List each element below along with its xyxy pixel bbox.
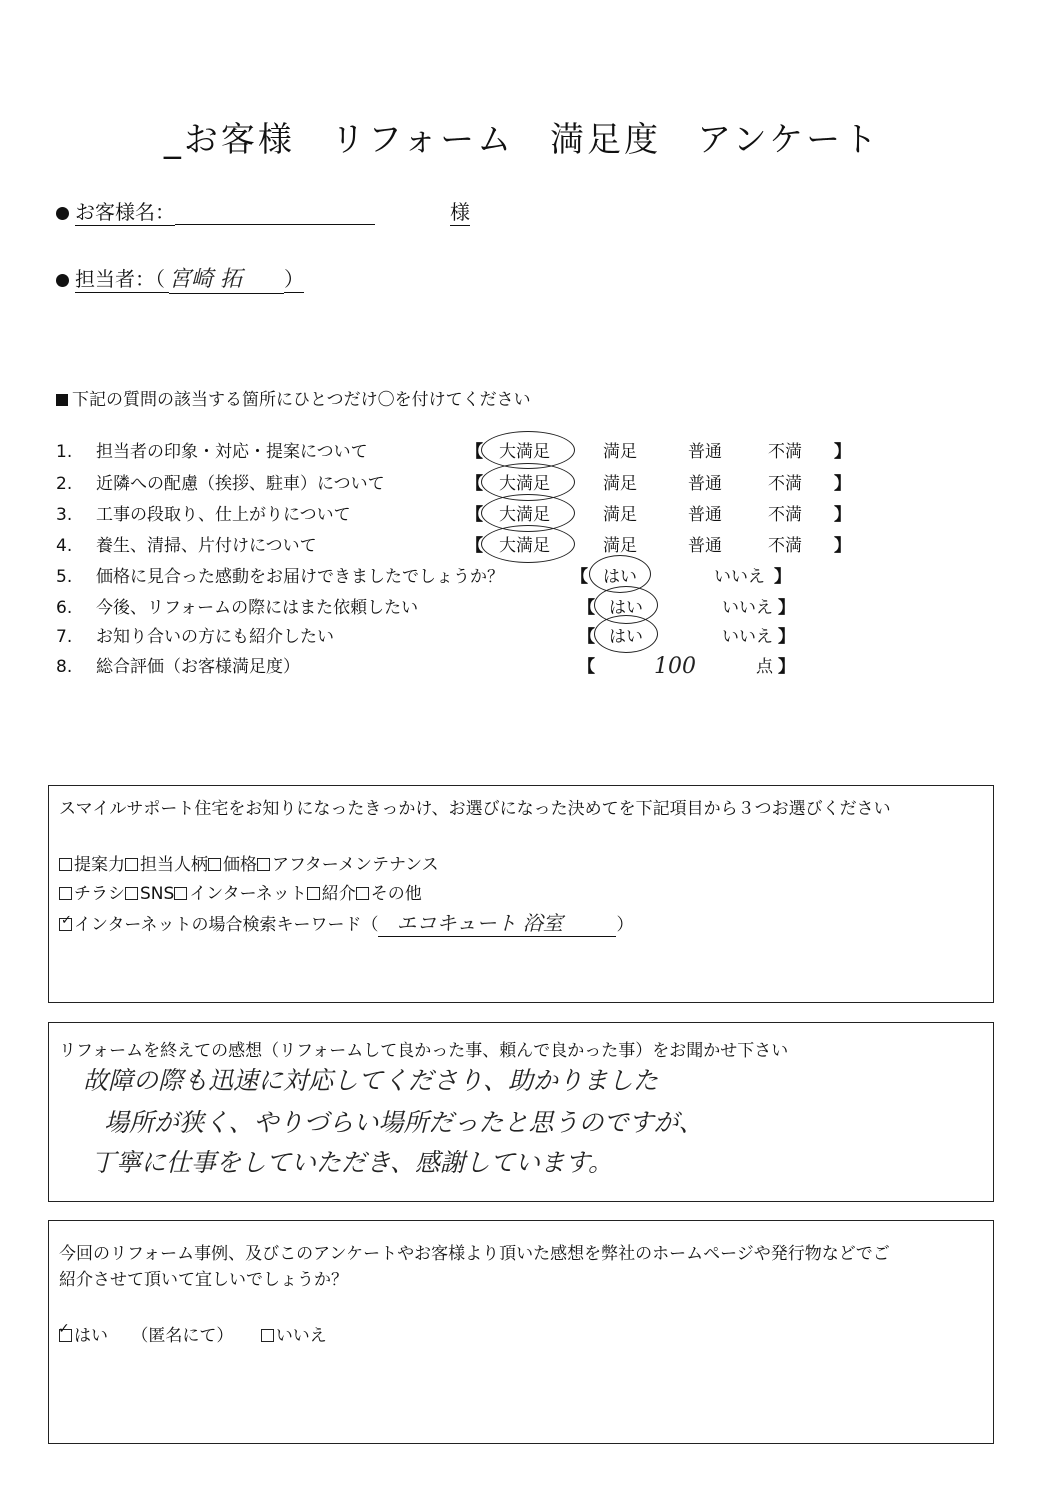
- question-row: [56, 562, 1016, 592]
- option-no[interactable]: いいえ: [722, 627, 773, 647]
- question-row: [56, 652, 1016, 682]
- page-title: [0, 112, 1044, 161]
- checkbox-icon[interactable]: [59, 887, 72, 900]
- bracket-open: 【: [466, 442, 483, 462]
- question-text: 今後、リフォームの際にはまた依頼したい: [96, 598, 419, 618]
- consent-question-1: 今回のリフォーム事例、及びこのアンケートやお客様より頂いた感想を弊社のホームページや発行物などでご: [59, 1244, 890, 1264]
- option-very-satisfied[interactable]: 大満足: [499, 505, 550, 525]
- question-text: 工事の段取り、仕上がりについて: [96, 505, 351, 525]
- option-dissatisfied[interactable]: 不満: [768, 536, 802, 556]
- question-number: 2.: [56, 474, 73, 494]
- consent-yes: はい: [74, 1326, 108, 1346]
- bracket-close: 】: [834, 536, 851, 556]
- question-row: [56, 593, 1016, 623]
- title-part: _お客様: [163, 120, 295, 160]
- choice-label: アフターメンテナンス: [272, 855, 439, 875]
- option-normal[interactable]: 普通: [688, 474, 722, 494]
- bullet-icon: [56, 274, 69, 287]
- question-number: 3.: [56, 505, 73, 525]
- discovery-row-3: [59, 907, 633, 937]
- bracket-open: 【: [578, 598, 595, 618]
- bracket-close: 】: [774, 567, 791, 587]
- question-row: [56, 622, 1016, 652]
- bracket-open: 【: [578, 657, 595, 677]
- bracket-close: 】: [834, 474, 851, 494]
- option-no[interactable]: いいえ: [722, 598, 773, 618]
- option-satisfied[interactable]: 満足: [603, 442, 637, 462]
- customer-name-label: お客様名：: [75, 196, 175, 226]
- option-very-satisfied[interactable]: 大満足: [499, 442, 550, 462]
- option-satisfied[interactable]: 満足: [603, 474, 637, 494]
- checkbox-icon[interactable]: [174, 887, 187, 900]
- staff-label: 担当者：（: [75, 263, 169, 293]
- bracket-open: 【: [578, 627, 595, 647]
- consent-options: [59, 1321, 327, 1346]
- checkbox-icon[interactable]: [261, 1329, 274, 1342]
- choice-label: SNS: [140, 884, 175, 904]
- question-row: [56, 531, 1016, 561]
- option-dissatisfied[interactable]: 不満: [768, 474, 802, 494]
- title-part: アンケート: [697, 120, 881, 160]
- title-part: リフォーム: [330, 120, 515, 160]
- question-number: 4.: [56, 536, 73, 556]
- bracket-open: 【: [466, 505, 483, 525]
- title-part: 満足度: [550, 120, 662, 160]
- option-dissatisfied[interactable]: 不満: [768, 505, 802, 525]
- checkbox-icon[interactable]: [208, 858, 221, 871]
- bracket-open: 【: [466, 474, 483, 494]
- customer-suffix: 様: [450, 196, 470, 226]
- choice-label: 価格: [223, 855, 257, 875]
- discovery-box: [48, 785, 994, 1003]
- question-number: 8.: [56, 657, 73, 677]
- option-normal[interactable]: 普通: [688, 442, 722, 462]
- checkbox-icon[interactable]: [59, 858, 72, 871]
- question-number: 7.: [56, 627, 73, 647]
- consent-question-2: 紹介させて頂いて宜しいでしょうか？: [59, 1270, 348, 1290]
- consent-box: [48, 1220, 994, 1444]
- checkbox-icon[interactable]: [125, 858, 138, 871]
- instruction-text: 下記の質問の該当する箇所にひとつだけ〇を付けてください: [72, 390, 531, 410]
- comment-line[interactable]: 場所が狭く、やりづらい場所だったと思うのですが、: [104, 1108, 704, 1137]
- question-text: 総合評価（お客様満足度）: [96, 657, 300, 677]
- choice-label: その他: [370, 884, 422, 904]
- choice-label: インターネット: [189, 884, 307, 904]
- bracket-close: 】: [834, 442, 851, 462]
- question-number: 6.: [56, 598, 73, 618]
- option-yes[interactable]: はい: [603, 567, 637, 587]
- option-normal[interactable]: 普通: [688, 536, 722, 556]
- bracket-close: 】: [778, 598, 795, 618]
- option-very-satisfied[interactable]: 大満足: [499, 474, 550, 494]
- bracket-close: 】: [834, 505, 851, 525]
- question-number: 1.: [56, 442, 73, 462]
- comment-line[interactable]: 故障の際も迅速に対応してくださり、助かりました: [83, 1066, 659, 1095]
- keyword-label: インターネットの場合検索キーワード（: [74, 915, 379, 935]
- checkbox-checked-icon[interactable]: ✓: [59, 1329, 72, 1342]
- checkbox-icon[interactable]: [257, 858, 270, 871]
- score-unit: 点: [756, 657, 773, 677]
- bullet-icon: [56, 207, 69, 220]
- option-satisfied[interactable]: 満足: [603, 505, 637, 525]
- checkbox-icon[interactable]: [125, 887, 138, 900]
- square-bullet-icon: [56, 394, 68, 406]
- question-number: 5.: [56, 567, 73, 587]
- discovery-heading: スマイルサポート住宅をお知りになったきっかけ、お選びになった決めてを下記項目から３つお選びください: [59, 799, 891, 819]
- question-text: 養生、清掃、片付けについて: [96, 536, 317, 556]
- choice-label: 担当人柄: [140, 855, 208, 875]
- option-yes[interactable]: はい: [609, 627, 643, 647]
- feedback-box: [48, 1022, 994, 1202]
- bracket-open: 【: [466, 536, 483, 556]
- question-text: お知り合いの方にも紹介したい: [96, 627, 334, 647]
- staff-name[interactable]: 宮崎 拓: [169, 262, 284, 294]
- customer-name-row: [56, 196, 470, 226]
- checkbox-icon[interactable]: [307, 887, 320, 900]
- option-dissatisfied[interactable]: 不満: [768, 442, 802, 462]
- discovery-row-1: [59, 850, 439, 875]
- feedback-heading: リフォームを終えての感想（リフォームして良かった事、頼んで良かった事）をお聞かせ下さい: [59, 1041, 789, 1061]
- discovery-row-2: [59, 879, 422, 904]
- option-very-satisfied[interactable]: 大満足: [499, 536, 550, 556]
- instruction: [56, 385, 531, 410]
- question-text: 価格に見合った感動をお届けできましたでしょうか？: [96, 567, 504, 587]
- question-text: 担当者の印象・対応・提案について: [96, 442, 368, 462]
- bracket-open: 【: [571, 567, 588, 587]
- option-yes[interactable]: はい: [609, 598, 643, 618]
- question-text: 近隣への配慮（挨拶、駐車）について: [96, 474, 385, 494]
- bracket-close: 】: [778, 657, 795, 677]
- keyword-field[interactable]: エコキュート 浴室: [378, 907, 616, 937]
- staff-row: [56, 262, 304, 294]
- consent-no: いいえ: [275, 1326, 327, 1346]
- score-value[interactable]: 100: [654, 654, 696, 679]
- staff-close: ）: [284, 263, 304, 293]
- choice-label: 提案力: [74, 855, 125, 875]
- option-normal[interactable]: 普通: [688, 505, 722, 525]
- customer-name-field[interactable]: [175, 200, 375, 225]
- consent-anonymous: （匿名にて）: [131, 1326, 234, 1346]
- choice-label: 紹介: [321, 884, 356, 904]
- bracket-close: 】: [778, 627, 795, 647]
- checkbox-icon[interactable]: [356, 887, 369, 900]
- option-no[interactable]: いいえ: [714, 567, 765, 587]
- checkbox-checked-icon[interactable]: ✓: [59, 918, 72, 931]
- choice-label: チラシ: [74, 884, 125, 904]
- option-satisfied[interactable]: 満足: [603, 536, 637, 556]
- comment-line[interactable]: 丁寧に仕事をしていただき、感謝しています。: [91, 1148, 614, 1177]
- keyword-close: ）: [616, 915, 634, 935]
